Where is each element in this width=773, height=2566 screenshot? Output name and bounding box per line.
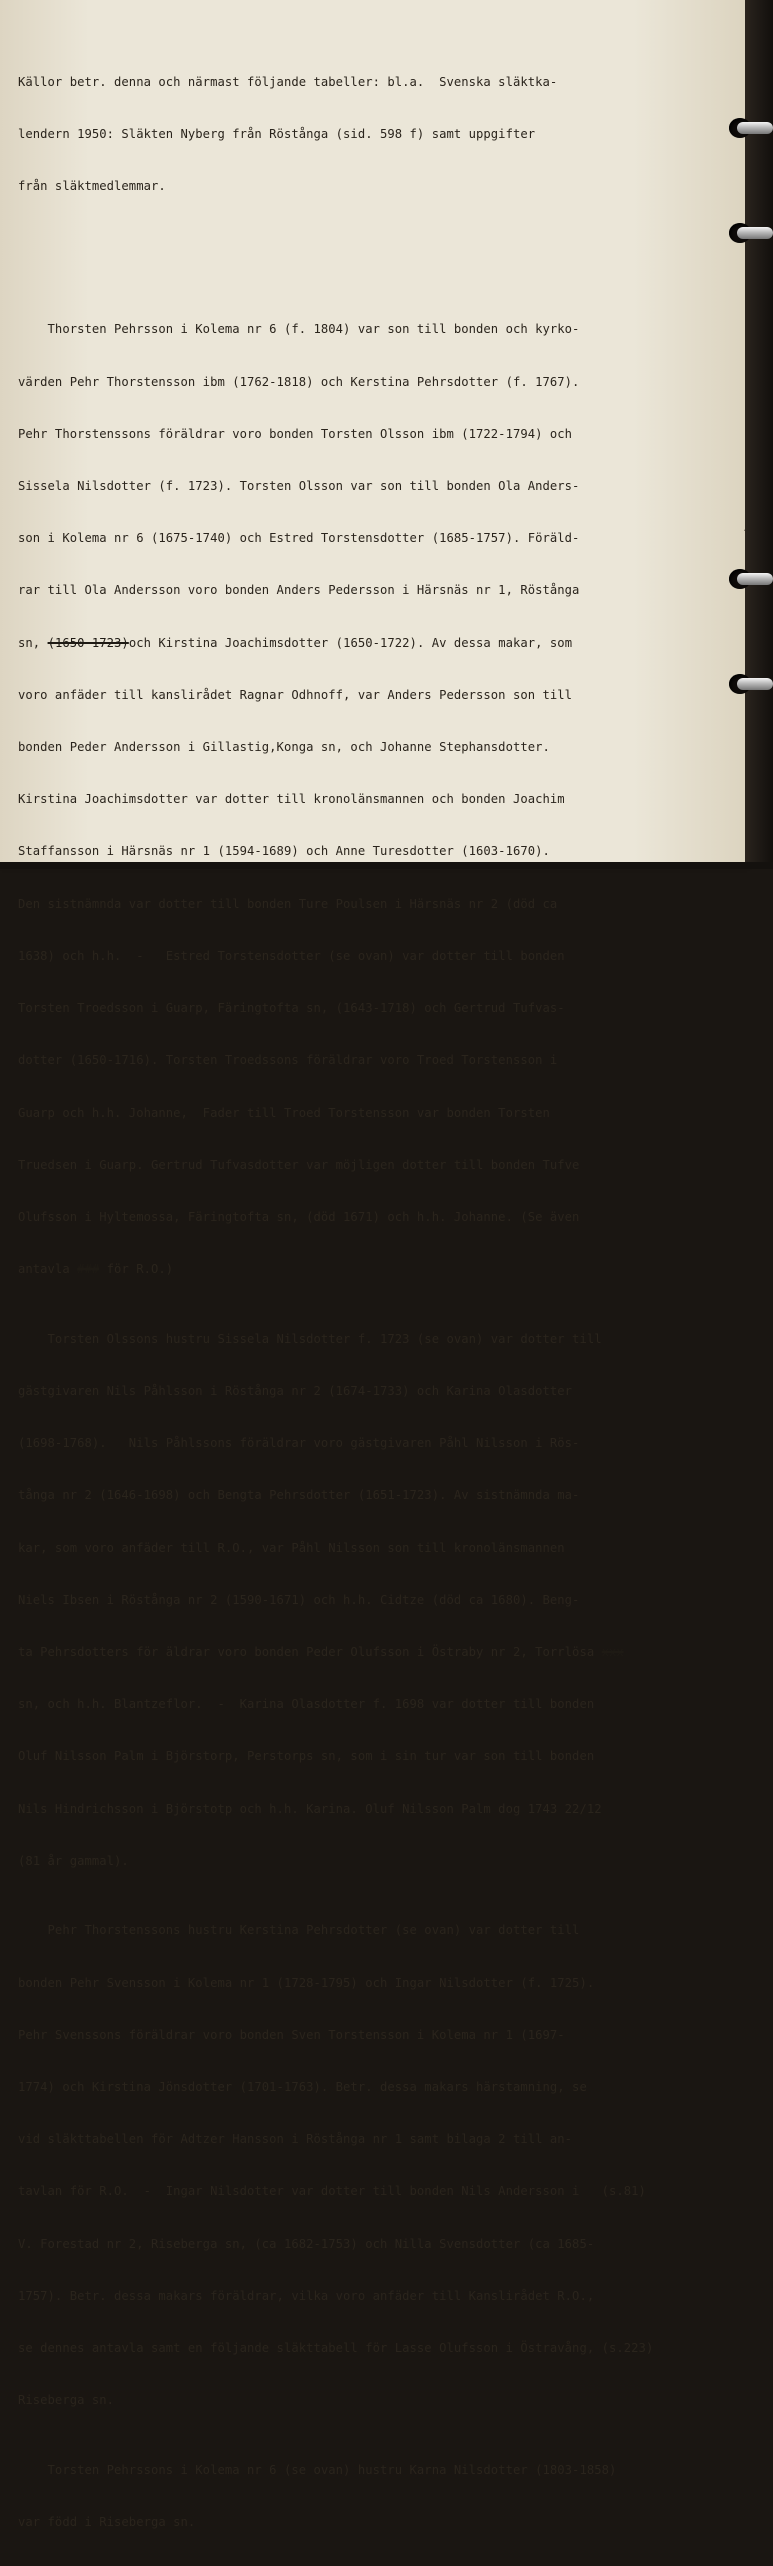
- intro-line: lendern 1950: Släkten Nyberg från Röstånga (sid. 598 f) samt uppgifter: [18, 126, 536, 141]
- paragraph-line: Truedsen i Guarp. Gertrud Tufvasdotter var möjligen dotter till bonden Tufve: [18, 1157, 580, 1172]
- paragraph-line-with-strikeout: [18, 635, 723, 652]
- paragraph-line: kar, som voro anfäder till R.O., var Påhl Nilsson son till kronolänsmannen: [18, 1540, 565, 1555]
- paragraph-line: rar till Ola Andersson voro bonden Anders Pedersson i Härsnäs nr 1, Röstånga: [18, 583, 580, 598]
- intro-line: från släktmedlemmar.: [18, 179, 166, 194]
- paragraph-line: son i Kolema nr 6 (1675-1740) och Estred Torstensdotter (1685-1757). Föräld-: [18, 531, 580, 546]
- intro-line: Källor betr. denna och närmast följande tabeller: bl.a. Svenska släktka-: [18, 74, 558, 89]
- paragraph-line: tånga nr 2 (1646-1698) och Bengta Pehrsdotter (1651-1723). Av sistnämnda ma-: [18, 1488, 580, 1503]
- text-before-strike: antavla: [18, 1262, 78, 1277]
- paragraph-line: voro anfäder till kanslirådet Ragnar Odhnoff, var Anders Pedersson son till: [18, 687, 573, 702]
- paragraph-line-with-strikeout: [18, 1261, 723, 1278]
- struck-out-text: ###: [77, 1262, 100, 1277]
- struck-out-text: (1650-1723): [47, 635, 129, 650]
- paragraph-line: värden Pehr Thorstensson ibm (1762-1818) och Kerstina Pehrsdotter (f. 1767).: [18, 374, 580, 389]
- paragraph-line: bonden Peder Andersson i Gillastig,Konga sn, och Johanne Stephansdotter.: [18, 740, 550, 755]
- paragraph-line: V. Forestad nr 2, Riseberga sn, (ca 1682-1753) och Nilla Svensdotter (ca 1685-: [18, 2236, 595, 2251]
- binder-ring-icon: [729, 221, 773, 245]
- paragraph-line: Torsten Olssons hustru Sissela Nilsdotter f. 1723 (se ovan) var dotter till: [18, 1331, 602, 1346]
- line-text: se dennes antavla samt en följande släkttabell för Lasse Olufsson i Östravång,: [18, 2340, 595, 2355]
- paragraph-line: vid släkttabellen för Adtzer Hansson i Röstånga nr 1 samt bilaga 2 till an-: [18, 2132, 573, 2147]
- paragraph-line: Guarp och h.h. Johanne, Fader till Troed Torstensson var bonden Torsten: [18, 1105, 550, 1120]
- paragraph-line: Thorsten Pehrsson i Kolema nr 6 (f. 1804) var son till bonden och kyrko-: [18, 322, 580, 337]
- paragraph-line: sn, och h.h. Blantzeflor. - Karina Olasdotter f. 1698 var dotter till bonden: [18, 1697, 595, 1712]
- paragraph-line: Pehr Svenssons föräldrar voro bonden Sven Torstensson i Kolema nr 1 (1697-: [18, 2027, 565, 2042]
- paragraph-line: Sissela Nilsdotter (f. 1723). Torsten Olsson var son till bonden Ola Anders-: [18, 479, 580, 494]
- paragraph-line: var född i Riseberga sn.: [18, 2515, 196, 2529]
- paragraph-line: Pehr Thorstenssons hustru Kerstina Pehrsdotter (se ovan) var dotter till: [18, 1923, 580, 1938]
- paragraph-line: [18, 2183, 723, 2200]
- paragraph-line: dotter (1650-1716). Torsten Troedssons föräldrar voro Troed Torstensson i: [18, 1053, 558, 1068]
- binder-ring-icon: [729, 567, 773, 591]
- paragraph-line: bonden Pehr Svensson i Kolema nr 1 (1728-1795) och Ingar Nilsdotter (f. 1725).: [18, 1975, 595, 1990]
- paragraph-line: (81 år gammal).: [18, 1853, 129, 1868]
- paragraph-line: Kirstina Joachimsdotter var dotter till kronolänsmannen och bonden Joachim: [18, 792, 565, 807]
- paragraph-line: 1774) och Kirstina Jönsdotter (1701-1763). Betr. dessa makars härstamning, se: [18, 2079, 587, 2094]
- paragraph-line: Pehr Thorstenssons föräldrar voro bonden Torsten Olsson ibm (1722-1794) och: [18, 426, 573, 441]
- paragraph-line: Riseberga sn.: [18, 2393, 115, 2408]
- paragraph-line-with-strikeout: [18, 1644, 723, 1661]
- paragraph-line: Torsten Troedsson i Guarp, Färingtofta sn, (1643-1718) och Gertrud Tufvas-: [18, 1001, 565, 1016]
- page-bottom-edge: [0, 862, 773, 869]
- margin-note: (s.81): [601, 2184, 646, 2199]
- margin-note: (s.223): [601, 2340, 654, 2355]
- paragraph-line: Torsten Pehrssons i Kolema nr 6 (se ovan) hustru Karna Nilsdotter (1803-1858): [18, 2462, 617, 2477]
- paragraph-line: 1638) och h.h. - Estred Torstensdotter (se ovan) var dotter till bonden: [18, 948, 565, 963]
- paragraph-line: Oluf Nilsson Palm i Björstorp, Perstorps sn, som i sin tur var son till bonden: [18, 1749, 595, 1764]
- paragraph-line: Staffansson i Härsnäs nr 1 (1594-1689) och Anne Turesdotter (1603-1670).: [18, 844, 550, 859]
- paragraph-line: Den sistnämnda var dotter till bonden Ture Poulsen i Härsnäs nr 2 (död ca: [18, 896, 558, 911]
- line-text: tavlan för R.O. - Ingar Nilsdotter var dotter till bonden Nils Andersson i: [18, 2184, 580, 2199]
- text-after-strike: för R.O.): [99, 1262, 174, 1277]
- binder-ring-icon: [729, 116, 773, 140]
- struck-out-text: xxx: [601, 1644, 624, 1659]
- text-before-strike: ta Pehrsdotters för äldrar voro bonden Peder Olufsson i Östraby nr 2, Torrlösa: [18, 1644, 602, 1659]
- paragraph-line: gästgivaren Nils Påhlsson i Röstånga nr 2 (1674-1733) och Karina Olasdotter: [18, 1383, 573, 1398]
- paragraph-line: (1698-1768). Nils Påhlssons föräldrar voro gästgivaren Påhl Nilsson i Rös-: [18, 1436, 580, 1451]
- text-after-strike: och Kirstina Joachimsdotter (1650-1722). Av dessa makar, som: [128, 635, 573, 650]
- binder-ring-icon: [729, 672, 773, 696]
- paragraph-line: Olufsson i Hyltemossa, Färingtofta sn, (död 1671) och h.h. Johanne. (Se även: [18, 1209, 580, 1224]
- paragraph-line: [18, 2340, 723, 2357]
- paragraph-line: Niels Ibsen i Röstånga nr 2 (1590-1671) och h.h. Cidtze (död ca 1680). Beng-: [18, 1592, 580, 1607]
- typed-text-body: [18, 0, 723, 2566]
- text-before-strike: sn,: [18, 635, 48, 650]
- paragraph-line: Nils Hindrichsson i Björstotp och h.h. Karina. Oluf Nilsson Palm dog 1743 22/12: [18, 1801, 602, 1816]
- paragraph-line: 1757). Betr. dessa makars föräldrar, vilka voro anfäder till Kanslirådet R.O.,: [18, 2288, 595, 2303]
